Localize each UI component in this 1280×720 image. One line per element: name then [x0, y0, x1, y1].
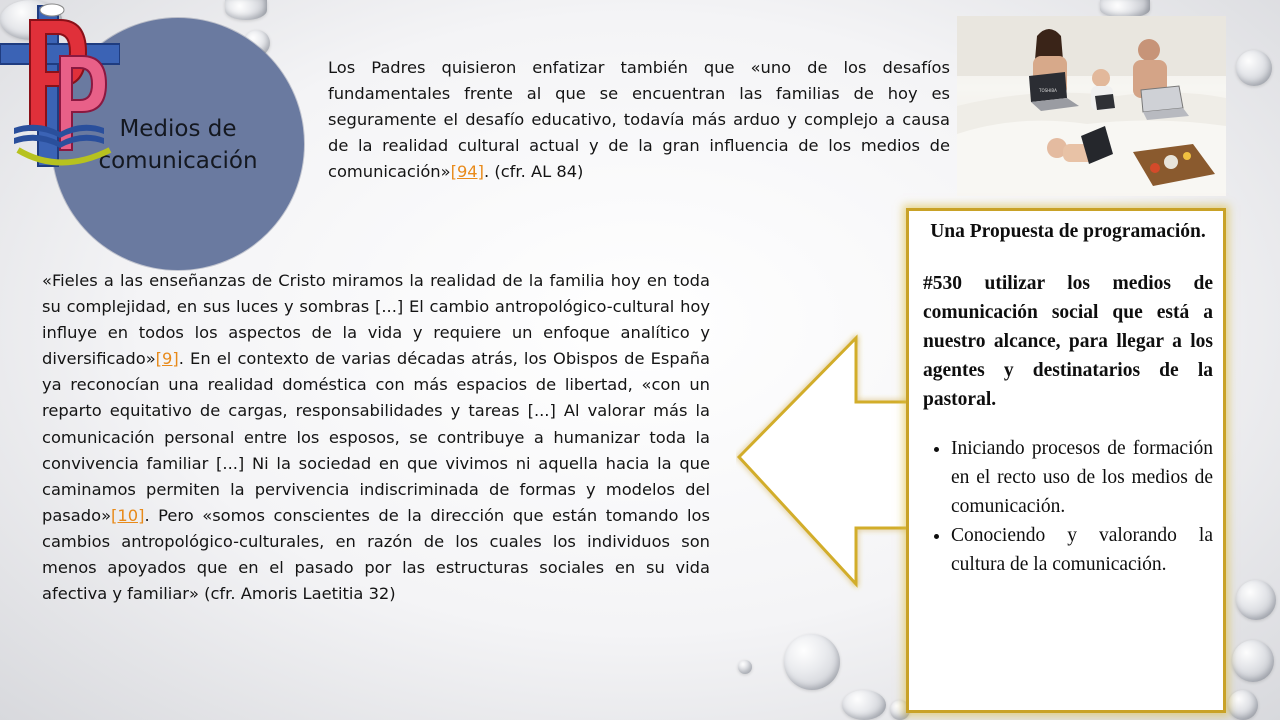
slide-title: [98, 113, 257, 177]
intro-paragraph: [328, 55, 950, 185]
main-text-part-2: . En el contexto de varias décadas atrás, los Obispos de España ya reconocían una realidad doméstica con más espacios de libertad, «con un reparto equitativo de cargas, responsabilidades y tareas [...] Al valorar más la comunicación personal entre los esposos, se contribuye a humanizar toda la convivencia familiar [...] Ni la sociedad en que vivimos ni aquella hacia la que caminamos permiten la pervivencia indiscriminada de formas y modelos del pasado»: [42, 349, 710, 525]
main-text-part-1: «Fieles a las enseñanzas de Cristo miramos la realidad de la familia hoy en toda su complejidad, en sus luces y sombras [...] El cambio antropológico-cultural hoy influye en todos los aspectos de la vida y requiere un enfoque analítico y diversificado»: [42, 271, 710, 369]
decorative-bubble: [1236, 580, 1276, 620]
left-arrow-shape: [736, 232, 926, 702]
proposal-bullet-list: [923, 434, 1213, 579]
decorative-bubble: [1232, 640, 1274, 682]
title-line-1: Medios de: [119, 116, 237, 142]
laptop-brand: TOSHIBA: [1039, 88, 1057, 93]
list-item: • Iniciando procesos de formación en el recto uso de los medios de comunicación.: [951, 434, 1213, 521]
decorative-bubble: [1236, 50, 1272, 86]
decorative-bubble: [225, 0, 267, 20]
proposal-statement: #530 utilizar los medios de comunicación social que está a nuestro alcance, para llegar a los agentes y destinatarios de la pastoral.: [923, 273, 1213, 410]
footnote-link-9[interactable]: [9]: [155, 349, 179, 369]
main-text-part-3: . Pero «somos conscientes de la dirección que están tomando los cambios antropológico-culturales, en razón de los cuales los individuos son menos apoyados que en el pasado por las estructuras sociales en su vida afectiva y familiar» (cfr. Amoris Laetitia 32): [42, 505, 710, 604]
intro-text: Los Padres quisieron enfatizar también que «uno de los desafíos fundamentales frente al que se encuentran las familias de hoy es seguramente el desafío educativo, todavía más arduo y complejo a causa de la realidad cultural actual y de la gran influencia de los medios de comunicación»: [328, 58, 950, 181]
decorative-bubble: [1228, 690, 1258, 720]
proposal-heading: Una Propuesta de programación.: [930, 221, 1206, 242]
footnote-link-10[interactable]: [10]: [111, 505, 145, 525]
parish-logo: [0, 0, 120, 180]
main-paragraph: [42, 268, 710, 607]
intro-citation: . (cfr. AL 84): [484, 162, 584, 181]
proposal-box: [906, 208, 1226, 713]
list-item: • Conociendo y valorando la cultura de la comunicación.: [951, 521, 1213, 579]
family-laptops-photo: [957, 16, 1226, 196]
title-line-2: comunicación: [98, 148, 258, 174]
footnote-link-94[interactable]: [94]: [450, 162, 485, 181]
